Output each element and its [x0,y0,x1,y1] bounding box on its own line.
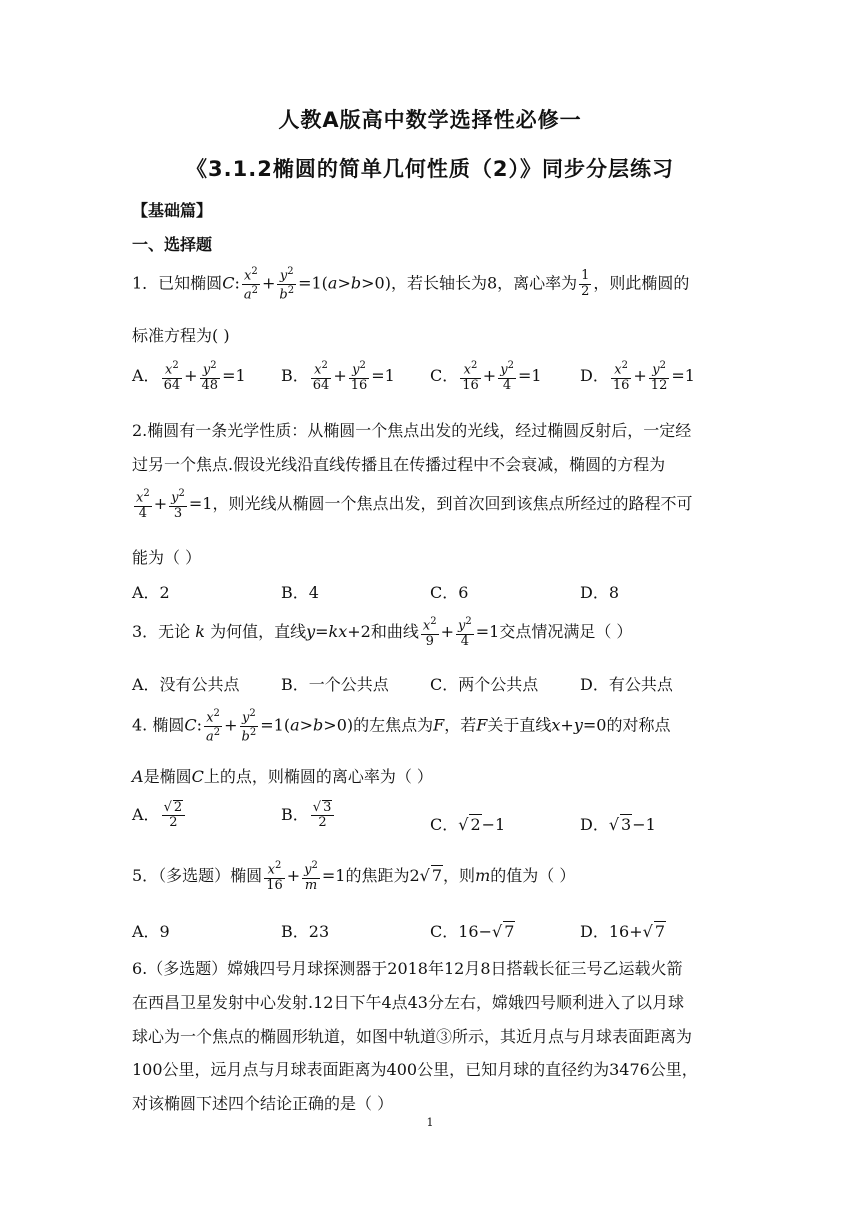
document-title: 人教A版高中数学选择性必修一 [278,108,582,132]
question-4-stem: 4. 椭圆C: $\frac{x^2}{a^2}$ + $\frac{y^2}{b^2}$ =1(a>b>0)的左焦点为F，若F关于直线x+y=0的对称点 [132,708,671,744]
question-6-line1: 6.（多选题）嫦娥四号月球探测器于2018年12月8日搭载长征三号乙运载火箭 [132,959,683,978]
question-4-stem-line2: A是椭圆C上的点，则椭圆的离心率为（ ） [132,767,433,786]
question-1-option-c: C． $\frac{x^2}{16}$ + $\frac{y^2}{4}$ =1 [430,360,542,393]
question-1-option-d: D． $\frac{x^2}{16}$ + $\frac{y^2}{12}$ =1 [580,360,695,393]
question-2-line2: 过另一个焦点.假设光线沿直线传播且在传播过程中不会衰减，椭圆的方程为 [132,455,666,474]
section-choice: 一、选择题 [132,235,213,254]
question-3-option-d: D．有公共点 [580,675,673,694]
question-4-option-c: C．√ 2−1 [430,815,506,834]
question-3-option-a: A．没有公共点 [132,675,240,694]
question-5-stem: 5．（多选题）椭圆 $\frac{x^2}{16}$ + $\frac{y^2}{m}$ =1的焦距为2√ 7，则m的值为（ ） [132,860,576,893]
question-2-line1: 2.椭圆有一条光学性质：从椭圆一个焦点出发的光线，经过椭圆反射后，一定经 [132,421,692,440]
question-6-line2: 在西昌卫星发射中心发射.12日下午4点43分左右，嫦娥四号顺利进入了以月球 [132,993,684,1012]
question-1-option-a: A． $\frac{x^2}{64}$ + $\frac{y^2}{48}$ =1 [132,360,246,393]
page-number: 1 [426,1116,434,1129]
question-4-option-d: D．√ 3−1 [580,815,656,834]
question-6-line3: 球心为一个焦点的椭圆形轨道，如图中轨道③所示，其近月点与月球表面距离为 [132,1027,693,1046]
question-5-option-b: B．23 [281,922,330,941]
question-5-option-a: A．9 [132,922,170,941]
question-3-option-b: B．一个公共点 [281,675,389,694]
question-2-line4: 能为（ ） [132,548,202,567]
document-subtitle: 《3.1.2椭圆的简单几何性质（2）》同步分层练习 [186,157,674,181]
question-3-option-c: C．两个公共点 [430,675,539,694]
question-6-line4: 100公里，远月点与月球表面距离为400公里，已知月球的直径约为3476公里， [132,1060,698,1079]
question-5-option-d: D．16+√ 7 [580,922,665,941]
question-2-line3: $\frac{x^2}{4}$ + $\frac{y^2}{3}$ =1，则光线从椭圆一个焦点出发，到首次回到该焦点所经过的路程不可 [136,488,693,521]
question-2-option-d: D．8 [580,583,620,602]
question-4-option-a: A． $\frac{√ 2}{2}$ [132,800,187,831]
section-basic: 【基础篇】 [132,201,213,220]
question-2-option-a: A．2 [132,583,170,602]
question-3-stem: 3．无论 k 为何值，直线y=kx+2和曲线 $\frac{x^2}{9}$ + $\frac{y^2}{4}$ =1交点情况满足（ ） [132,616,633,649]
question-6-line5: 对该椭圆下述四个结论正确的是（ ） [132,1094,394,1113]
question-1-stem-line2: 标准方程为( ) [132,326,230,345]
question-1-stem: 1．已知椭圆C: $\frac{x^2}{a^2}$ + $\frac{y^2}{b^2}$ =1(a>b>0)，若长轴长为8，离心率为 $\frac{1}{2}$ ，则此椭圆的 [132,266,690,302]
question-2-option-b: B．4 [281,583,319,602]
question-5-option-c: C．16−√ 7 [430,922,515,941]
question-2-option-c: C．6 [430,583,469,602]
question-4-option-b: B． $\frac{√ 3}{2}$ [281,800,336,831]
question-1-option-b: B． $\frac{x^2}{64}$ + $\frac{y^2}{16}$ =1 [281,360,395,393]
